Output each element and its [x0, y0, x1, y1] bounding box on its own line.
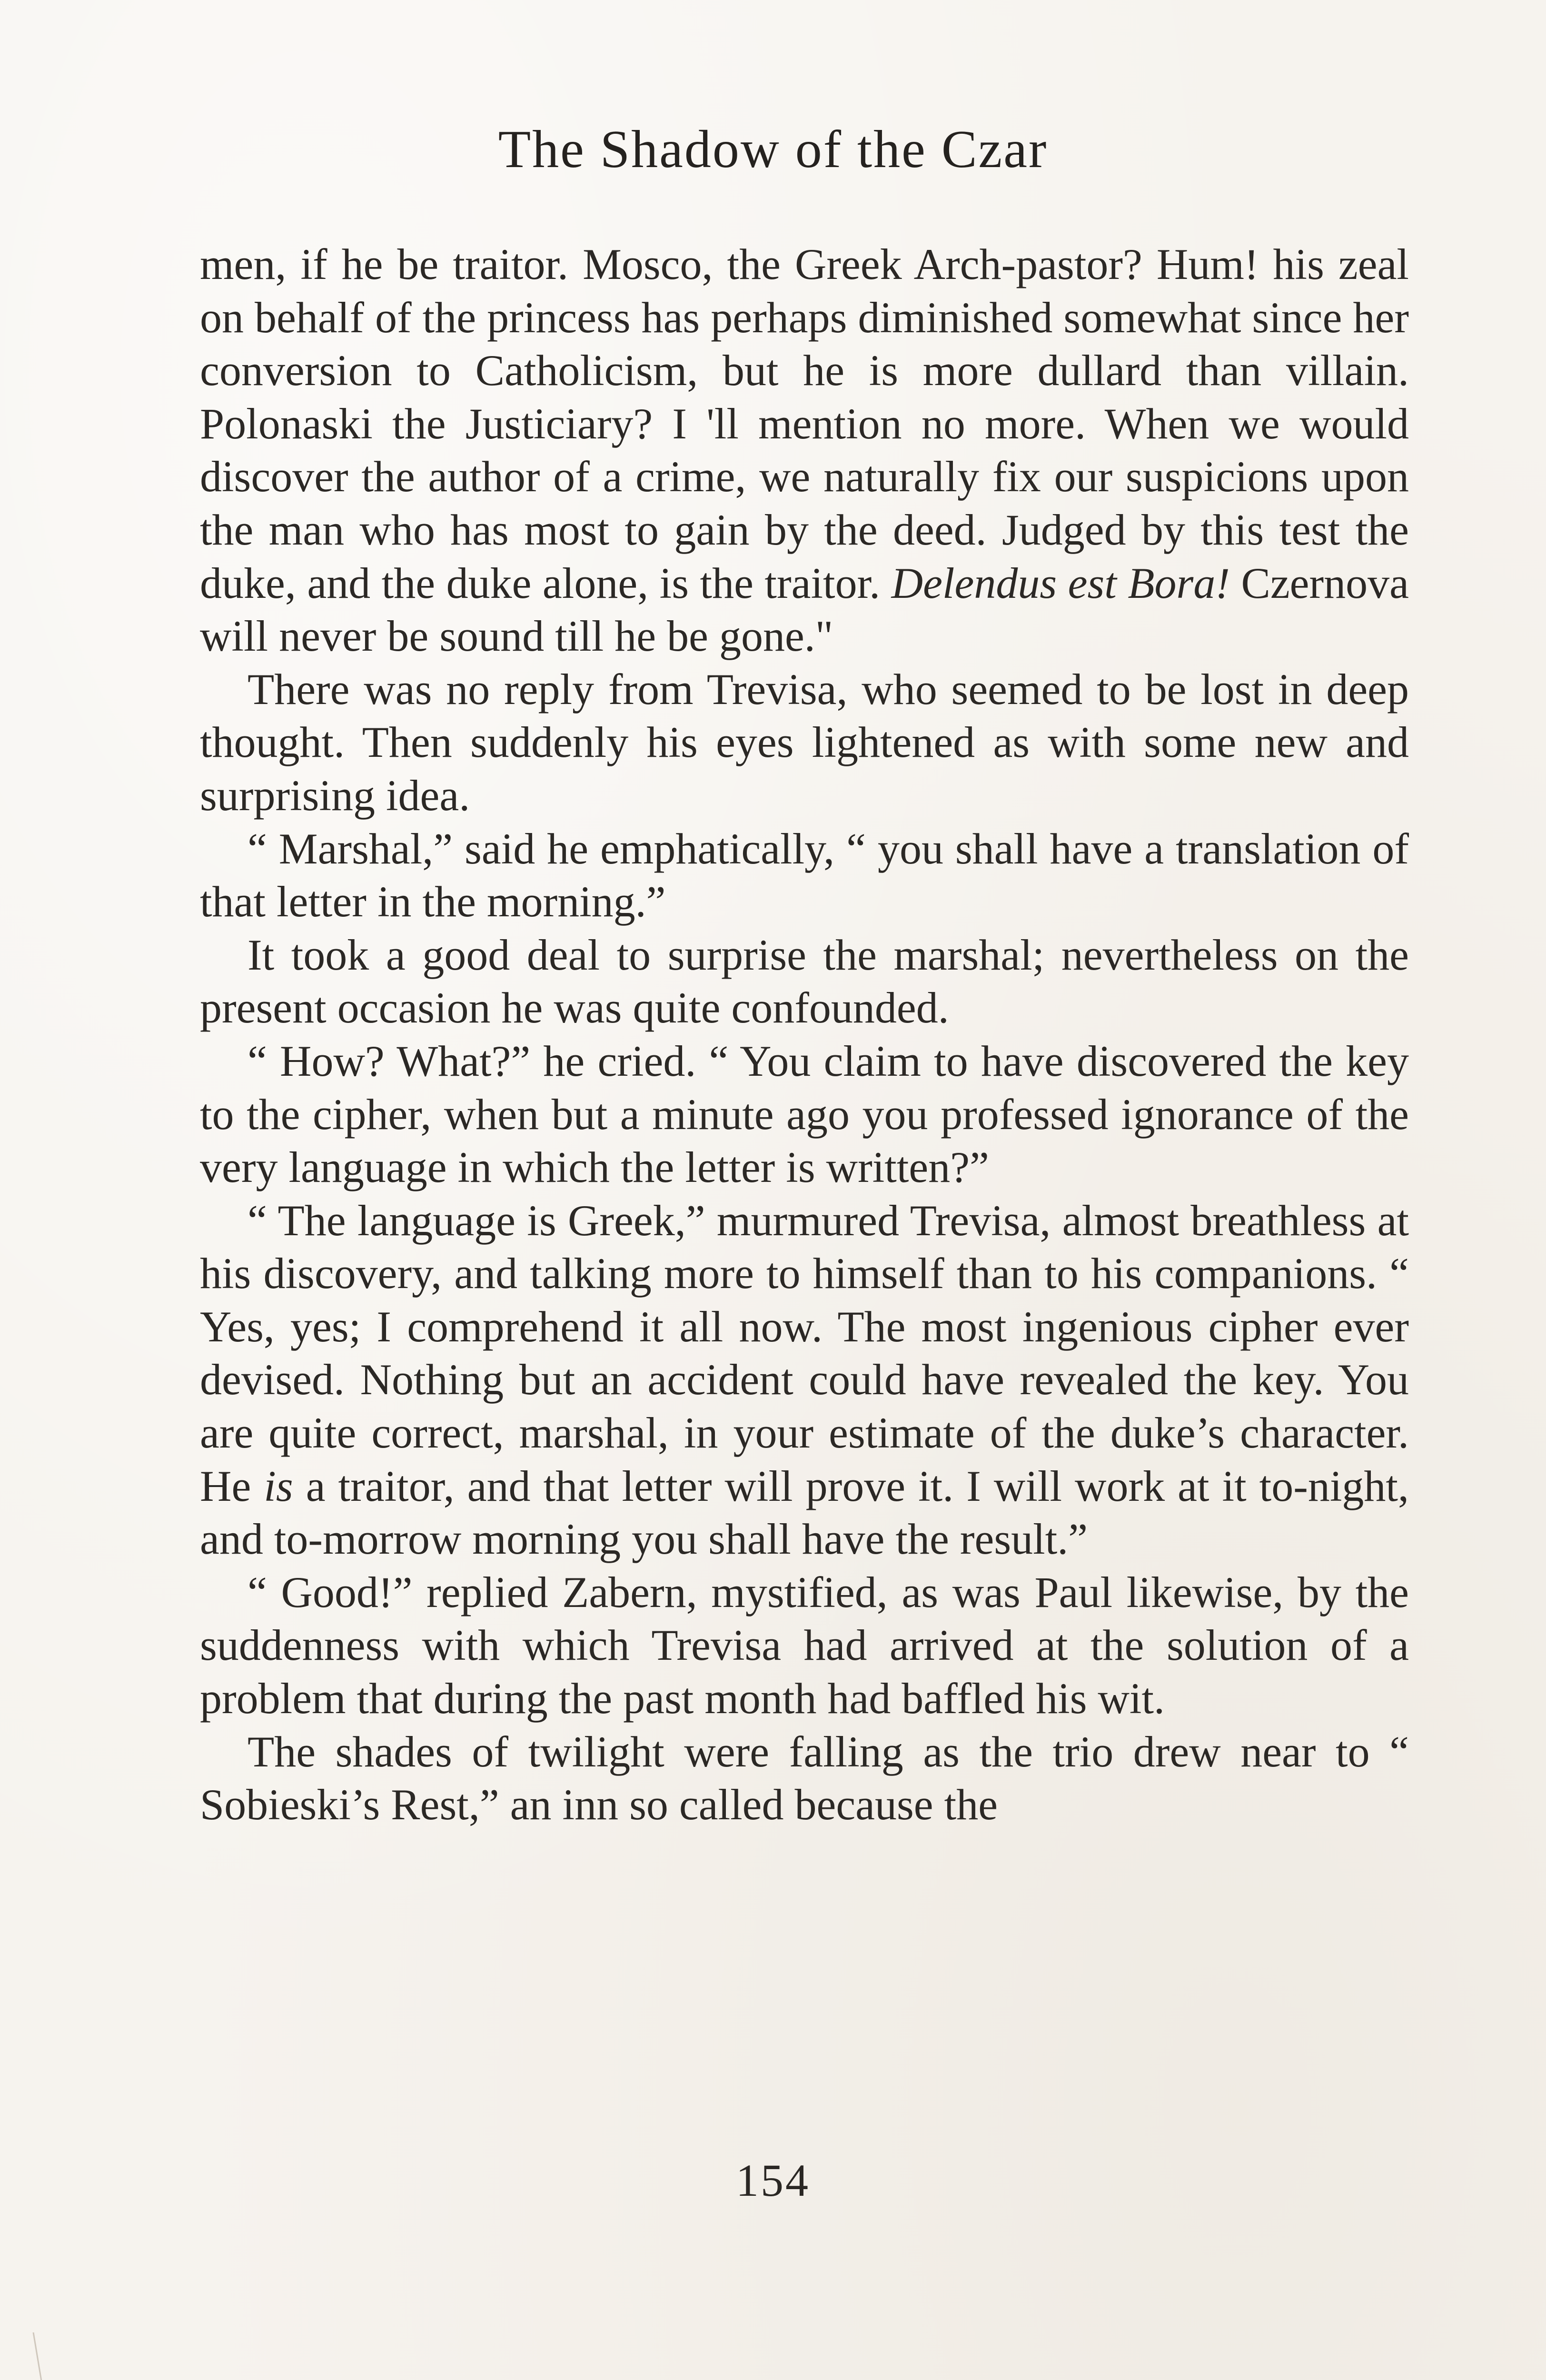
paragraph-6: “ The language is Greek,” murmured Trevisa, almost breathless at his discovery, and talking more to himself than to his companions. “ Yes, yes; I comprehend it all now. The most ingenious cipher ever devised. Nothing but an accident could have revealed the key. You are quite correct, marshal, in your estimate of the duke’s character. He is a traitor, and that letter will prove it. I will work at it to-night, and to-morrow morning you shall have the result.” [200, 1196, 1409, 1564]
page-number: 154 [736, 2155, 810, 2206]
body-text [200, 238, 1409, 2156]
paragraph-3: “ Marshal,” said he emphatically, “ you shall have a translation of that letter in the morning.” [200, 824, 1409, 926]
paragraph-7: “ Good!” replied Zabern, mystified, as was Paul likewise, by the suddenness with which Trevisa had arrived at the solution of a problem that during the past month had baffled his wit. [200, 1567, 1409, 1723]
paragraph-4: It took a good deal to surprise the marshal; nevertheless on the present occasion he was quite confounded. [200, 930, 1409, 1032]
paragraph-8: The shades of twilight were falling as the trio drew near to “ Sobieski’s Rest,” an inn so called because the [200, 1727, 1409, 1829]
paragraph-2: There was no reply from Trevisa, who seemed to be lost in deep thought. Then suddenly his eyes lightened as with some new and surprising idea. [200, 664, 1409, 820]
paragraph-1: men, if he be traitor. Mosco, the Greek Arch-pastor? Hum! his zeal on behalf of the princess has perhaps diminished somewhat since her conversion to Catholicism, but he is more dullard than villain. Polonaski the Justiciary? I 'll mention no more. When we would discover the author of a crime, we naturally fix our suspicions upon the man who has most to gain by the deed. Judged by this test the duke, and the duke alone, is the traitor. Delendus est Bora! Czernova will never be sound till he be gone." [200, 240, 1409, 661]
paragraph-5: “ How? What?” he cried. “ You claim to have discovered the key to the cipher, when but a minute ago you professed ignorance of the very language in which the letter is written?” [200, 1036, 1409, 1192]
page-corner-crease [29, 2332, 95, 2380]
running-head: The Shadow of the Czar [498, 120, 1048, 179]
